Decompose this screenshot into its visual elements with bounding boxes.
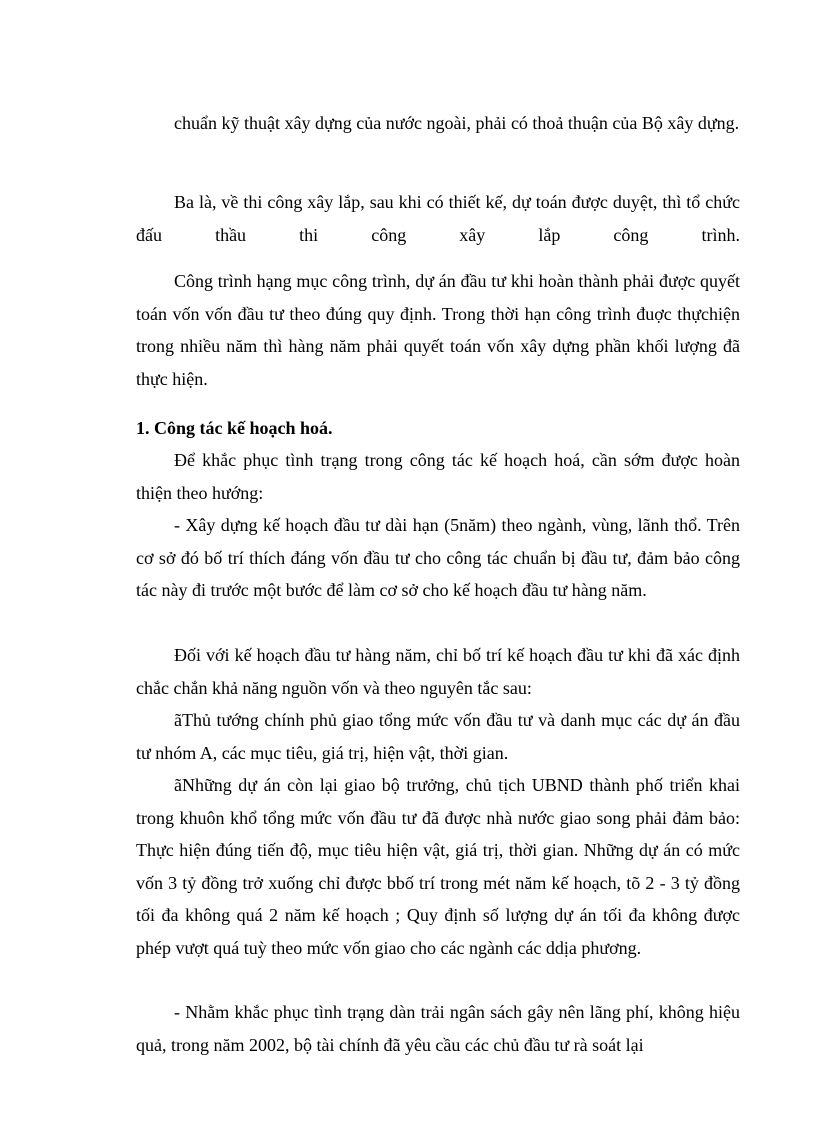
paragraph-text: ãNhững dự án còn lại giao bộ trưởng, chủ tịch UBND thành phố triển khai trong khuôn khổ tổng mức vốn đầu tư đã được nhà nước giao song phải đảm bảo: Thực hiện đúng tiến độ, mục tiêu hiện vật, giá trị, thời gian. Những dự án có mức vốn 3 tỷ đồng trở xuống chỉ được bbố trí trong mét năm kế hoạch, tõ 2 - 3 tỷ đồng tối đa không quá 2 năm kế hoạch ; Quy định số lượng dự án tối đa không được phép vượt quá tuỳ theo mức vốn giao cho các ngành các ddịa phương. — [136, 775, 740, 958]
paragraph-intro — [136, 444, 740, 509]
paragraph-annual-plan — [136, 639, 740, 704]
paragraph-budget-spread — [136, 996, 740, 1061]
paragraph-remaining-projects — [136, 769, 740, 964]
paragraph-text: - Nhằm khắc phục tình trạng dàn trải ngân sách gây nên lãng phí, không hiệu quả, trong năm 2002, bộ tài chính đã yêu cầu các chủ đầu tư rà soát lại — [136, 1002, 740, 1055]
paragraph-settlement — [136, 265, 740, 395]
paragraph-text: Ba là, về thi công xây lắp, sau khi có thiết kế, dự toán được duyệt, thì tổ chức đấu thầu thi công xây lắp công trình. — [136, 192, 740, 245]
paragraph-construction — [136, 186, 740, 251]
paragraph-prime-minister — [136, 704, 740, 769]
paragraph-text: Công trình hạng mục công trình, dự án đầu tư khi hoàn thành phải được quyết toán vốn vốn đầu tư theo đúng quy định. Trong thời hạn công trình đuợc thựchiện trong nhiều năm thì hàng năm phải quyết toán vốn xây dựng phần khối lượng đã thực hiện. — [136, 271, 740, 389]
paragraph-text: chuẩn kỹ thuật xây dựng của nước ngoài, phải có thoả thuận của Bộ xây dựng. — [174, 113, 740, 133]
paragraph-long-term-plan — [136, 509, 740, 607]
paragraph-text: Đối với kế hoạch đầu tư hàng năm, chỉ bố trí kế hoạch đầu tư khi đã xác định chắc chắn khả năng nguồn vốn và theo nguyên tắc sau: — [136, 645, 740, 698]
section-heading: 1. Công tác kế hoạch hoá. — [136, 418, 333, 438]
section-heading-planning — [136, 412, 740, 445]
paragraph-text: Để khắc phục tình trạng trong công tác kế hoạch hoá, cần sớm được hoàn thiện theo hướng: — [136, 450, 740, 503]
paragraph-text: ãThủ tướng chính phủ giao tổng mức vốn đầu tư và danh mục các dự án đầu tư nhóm A, các mục tiêu, giá trị, hiện vật, thời gian. — [136, 710, 740, 763]
paragraph-text: - Xây dựng kế hoạch đầu tư dài hạn (5năm) theo ngành, vùng, lãnh thổ. Trên cơ sở đó bố trí thích đáng vốn đầu tư cho công tác chuẩn bị đầu tư, đảm bảo công tác này đi trước một bước để làm cơ sở cho kế hoạch đầu tư hàng năm. — [136, 515, 740, 600]
paragraph-standards — [136, 107, 740, 140]
